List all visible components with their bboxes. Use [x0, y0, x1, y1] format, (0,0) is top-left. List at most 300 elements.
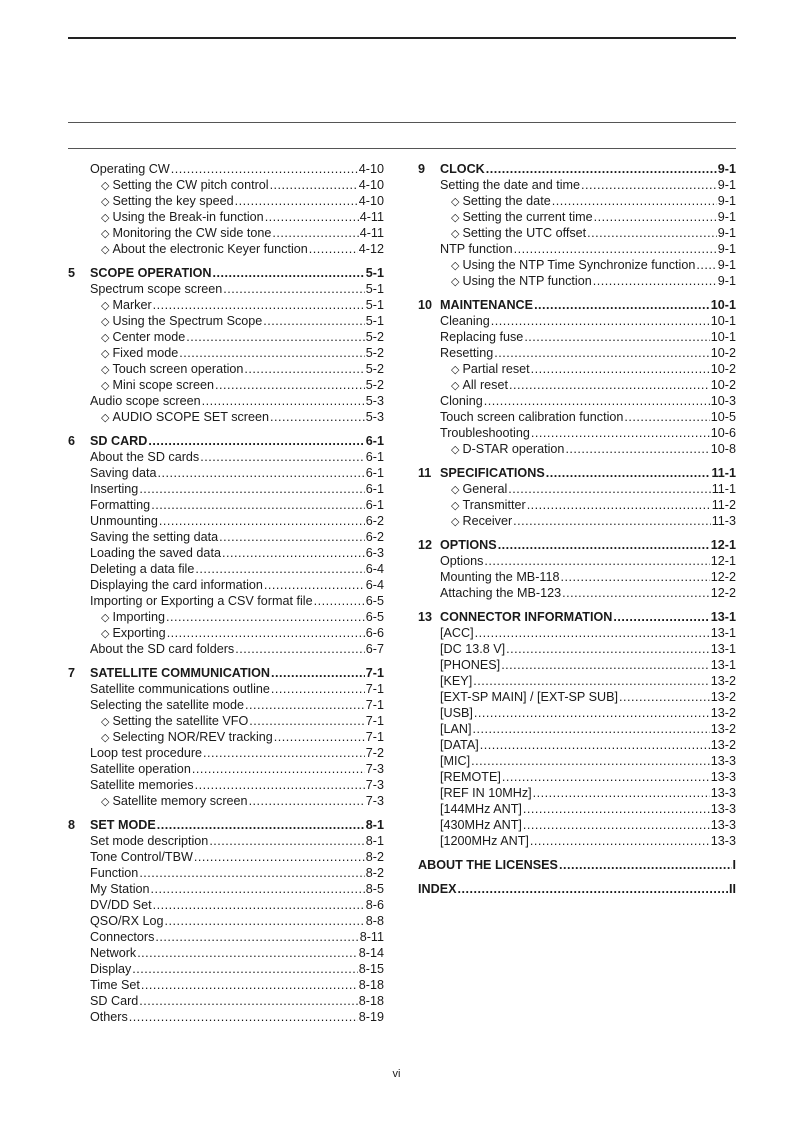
toc-entry-row[interactable]	[68, 177, 384, 193]
diamond-bullet-icon: ◇	[101, 228, 110, 240]
diamond-bullet-icon: ◇	[451, 364, 460, 376]
dot-leader	[139, 481, 364, 497]
entry-label: [144MHz ANT]	[440, 802, 522, 816]
page-reference: 9-1	[717, 226, 736, 240]
page-reference: 11-2	[711, 498, 736, 512]
page-reference: 6-7	[365, 642, 384, 656]
diamond-bullet-icon: ◇	[451, 276, 460, 288]
diamond-bullet-icon: ◇	[451, 516, 460, 528]
page-reference: 6-1	[365, 498, 384, 512]
toc-entry-row[interactable]	[68, 993, 384, 1009]
dot-leader	[249, 793, 365, 809]
page-reference: 10-1	[710, 298, 736, 312]
entry-label: Network	[90, 946, 137, 960]
toc-entry-row[interactable]	[68, 593, 384, 609]
toc-chapter-row[interactable]	[418, 297, 736, 313]
entry-label: Deleting a data file	[90, 562, 195, 576]
toc-entry-row[interactable]	[418, 425, 736, 441]
page-reference: 10-8	[710, 442, 736, 456]
entry-label: Fixed mode	[112, 346, 179, 360]
page-reference: 9-1	[717, 258, 736, 272]
toc-entry-row[interactable]	[68, 697, 384, 713]
entry-label: [KEY]	[440, 674, 473, 688]
entry-label: [MIC]	[440, 754, 471, 768]
entry-label: Monitoring the CW side tone	[112, 226, 272, 240]
dot-leader	[531, 425, 710, 441]
page-reference: 10-6	[710, 426, 736, 440]
dot-leader	[502, 769, 710, 785]
page-reference: 13-3	[710, 834, 736, 848]
toc-entry-row[interactable]	[68, 449, 384, 465]
entry-label: AUDIO SCOPE SET screen	[112, 410, 270, 424]
dot-leader	[560, 569, 709, 585]
toc-entry-row[interactable]	[418, 393, 736, 409]
toc-entry-row[interactable]	[68, 929, 384, 945]
toc-entry-row[interactable]	[418, 241, 736, 257]
diamond-bullet-icon: ◇	[101, 300, 110, 312]
page-reference: 13-2	[710, 738, 736, 752]
dot-leader	[486, 161, 717, 177]
toc-right-column	[418, 161, 736, 897]
entry-label: Audio scope screen	[90, 394, 201, 408]
toc-entry-row[interactable]	[418, 225, 736, 241]
entry-label: Satellite operation	[90, 762, 191, 776]
dot-leader	[157, 817, 365, 833]
entry-label: Connectors	[90, 930, 155, 944]
toc-entry-row[interactable]	[418, 441, 736, 457]
page-reference: 5-2	[365, 378, 384, 392]
page-reference: 8-18	[358, 994, 384, 1008]
diamond-bullet-icon: ◇	[451, 260, 460, 272]
toc-entry-row[interactable]	[68, 481, 384, 497]
entry-label: Using the Spectrum Scope	[112, 314, 263, 328]
chapter-title: SET MODE	[90, 818, 156, 832]
toc-chapter-row[interactable]	[418, 609, 736, 625]
page-reference: 8-15	[358, 962, 384, 976]
page-reference: 13-3	[710, 818, 736, 832]
entry-label: [USB]	[440, 706, 473, 720]
entry-label: Options	[440, 554, 484, 568]
diamond-bullet-icon: ◇	[451, 500, 460, 512]
dot-leader	[480, 737, 710, 753]
dot-leader	[552, 193, 717, 209]
entry-label: Setting the date and time	[440, 178, 581, 192]
chapter-number: 12	[418, 538, 433, 552]
toc-entry-row[interactable]	[68, 641, 384, 657]
page-reference: 10-2	[710, 362, 736, 376]
page-reference: 6-1	[365, 450, 384, 464]
entry-label: Spectrum scope screen	[90, 282, 223, 296]
page-reference: 8-2	[365, 850, 384, 864]
toc-entry-row[interactable]	[418, 705, 736, 721]
page-reference: 4-11	[359, 226, 384, 240]
toc-entry-row[interactable]	[68, 729, 384, 745]
dot-leader	[194, 849, 365, 865]
entry-label: All reset	[462, 378, 508, 392]
toc-entry-row[interactable]	[68, 513, 384, 529]
page-reference: 4-11	[359, 210, 384, 224]
page-reference: 4-10	[358, 162, 384, 176]
diamond-bullet-icon: ◇	[101, 364, 110, 376]
toc-chapter-row[interactable]	[418, 465, 736, 481]
toc-entry-row[interactable]	[68, 881, 384, 897]
entry-label: [ACC]	[440, 626, 474, 640]
dot-leader	[271, 665, 365, 681]
dot-leader	[219, 529, 365, 545]
dot-leader	[151, 881, 365, 897]
toc-entry-row[interactable]	[418, 833, 736, 849]
diamond-bullet-icon: ◇	[451, 212, 460, 224]
toc-chapter-row[interactable]	[68, 665, 384, 681]
toc-entry-row[interactable]	[418, 193, 736, 209]
toc-entry-row[interactable]	[68, 409, 384, 425]
toc-chapter-row[interactable]	[68, 433, 384, 449]
dot-leader	[581, 177, 717, 193]
page-reference: 6-6	[365, 626, 384, 640]
chapter-number: 13	[418, 610, 433, 624]
dot-leader	[155, 929, 358, 945]
page-reference: 4-10	[358, 178, 384, 192]
chapter-number: 6	[68, 434, 76, 448]
page-reference: 7-1	[365, 682, 384, 696]
toc-entry-row[interactable]	[418, 625, 736, 641]
toc-entry-row[interactable]	[418, 257, 736, 273]
dot-leader	[223, 281, 365, 297]
dot-leader	[235, 193, 358, 209]
dot-leader	[508, 481, 710, 497]
entry-label: Receiver	[462, 514, 513, 528]
dot-leader	[491, 313, 710, 329]
chapter-number: 8	[68, 818, 76, 832]
entry-label: Resetting	[440, 346, 494, 360]
dot-leader	[509, 377, 710, 393]
entry-label: Function	[90, 866, 139, 880]
entry-label: DV/DD Set	[90, 898, 152, 912]
entry-label: Set mode description	[90, 834, 209, 848]
toc-entry-row[interactable]	[68, 945, 384, 961]
page-reference: 5-3	[365, 410, 384, 424]
dot-leader	[200, 449, 365, 465]
page-reference: 12-1	[710, 538, 736, 552]
toc-entry-row[interactable]	[418, 177, 736, 193]
dot-leader	[458, 881, 729, 897]
page-reference: 9-1	[717, 210, 736, 224]
toc-entry-row[interactable]	[68, 377, 384, 393]
toc-entry-row[interactable]	[418, 801, 736, 817]
diamond-bullet-icon: ◇	[451, 228, 460, 240]
entry-label: Loop test procedure	[90, 746, 203, 760]
dot-leader	[619, 689, 710, 705]
entry-label: D-STAR operation	[462, 442, 565, 456]
entry-label: Replacing fuse	[440, 330, 524, 344]
toc-entry-row[interactable]	[418, 361, 736, 377]
entry-label: Setting the UTC offset	[462, 226, 587, 240]
header-rule-lower	[68, 148, 736, 149]
toc-entry-row[interactable]	[68, 913, 384, 929]
toc-chapter-row[interactable]	[418, 161, 736, 177]
toc-entry-row[interactable]	[418, 737, 736, 753]
toc-entry-row[interactable]	[68, 745, 384, 761]
entry-label: [PHONES]	[440, 658, 501, 672]
entry-label: About the SD card folders	[90, 642, 235, 656]
toc-entry-row[interactable]	[68, 561, 384, 577]
toc-entry-row[interactable]	[68, 577, 384, 593]
toc-entry-row[interactable]	[418, 513, 736, 529]
dot-leader	[484, 393, 710, 409]
page-reference: 12-2	[710, 570, 736, 584]
toc-entry-row[interactable]	[68, 297, 384, 313]
diamond-bullet-icon: ◇	[101, 796, 110, 808]
page-reference: 13-3	[710, 802, 736, 816]
toc-entry-row[interactable]	[418, 721, 736, 737]
dot-leader	[192, 761, 365, 777]
entry-label: Formatting	[90, 498, 151, 512]
toc-entry-row[interactable]	[418, 497, 736, 513]
dot-leader	[139, 865, 364, 881]
dot-leader	[309, 241, 358, 257]
page-reference: 5-2	[365, 346, 384, 360]
dot-leader	[213, 265, 365, 281]
toc-chapter-row[interactable]	[68, 265, 384, 281]
toc-entry-row[interactable]	[418, 313, 736, 329]
entry-label: Transmitter	[462, 498, 526, 512]
dot-leader	[271, 681, 365, 697]
toc-entry-row[interactable]	[68, 833, 384, 849]
toc-chapter-row[interactable]	[418, 857, 736, 873]
entry-label: Using the Break-in function	[112, 210, 264, 224]
entry-label: Setting the current time	[462, 210, 593, 224]
entry-label: Saving the setting data	[90, 530, 219, 544]
toc-entry-row[interactable]	[418, 409, 736, 425]
toc-entry-row[interactable]	[68, 497, 384, 513]
toc-entry-row[interactable]	[68, 609, 384, 625]
toc-entry-row[interactable]	[68, 897, 384, 913]
page-reference: 13-2	[710, 706, 736, 720]
page-reference: II	[729, 882, 736, 896]
toc-entry-row[interactable]	[68, 161, 384, 177]
toc-entry-row[interactable]	[68, 281, 384, 297]
chapter-title: SCOPE OPERATION	[90, 266, 212, 280]
dot-leader	[494, 345, 710, 361]
diamond-bullet-icon: ◇	[101, 612, 110, 624]
toc-entry-row[interactable]	[418, 585, 736, 601]
diamond-bullet-icon: ◇	[101, 180, 110, 192]
entry-label: Satellite memory screen	[112, 794, 248, 808]
dot-leader	[235, 641, 365, 657]
page-reference: 5-2	[365, 330, 384, 344]
toc-entry-row[interactable]	[418, 209, 736, 225]
toc-entry-row[interactable]	[68, 793, 384, 809]
diamond-bullet-icon: ◇	[451, 444, 460, 456]
toc-chapter-row[interactable]	[418, 881, 736, 897]
toc-entry-row[interactable]	[418, 481, 736, 497]
entry-label: Touch screen operation	[112, 362, 244, 376]
dot-leader	[531, 361, 710, 377]
toc-entry-row[interactable]	[418, 817, 736, 833]
toc-entry-row[interactable]	[68, 545, 384, 561]
dot-leader	[524, 329, 709, 345]
toc-entry-row[interactable]	[68, 681, 384, 697]
page-reference: 8-18	[358, 978, 384, 992]
entry-label: Unmounting	[90, 514, 158, 528]
dot-leader	[513, 513, 711, 529]
toc-entry-row[interactable]	[68, 361, 384, 377]
chapter-title: CLOCK	[440, 162, 485, 176]
page-reference: 13-2	[710, 674, 736, 688]
diamond-bullet-icon: ◇	[451, 380, 460, 392]
dot-leader	[148, 433, 364, 449]
dot-leader	[179, 345, 365, 361]
dot-leader	[559, 857, 732, 873]
dot-leader	[473, 721, 710, 737]
dot-leader	[167, 625, 365, 641]
page-reference: 10-1	[710, 314, 736, 328]
toc-entry-row[interactable]	[68, 313, 384, 329]
chapter-title: SD CARD	[90, 434, 148, 448]
toc-entry-row[interactable]	[418, 673, 736, 689]
dot-leader	[270, 177, 358, 193]
toc-entry-row[interactable]	[68, 961, 384, 977]
toc-entry-row[interactable]	[418, 569, 736, 585]
toc-entry-row[interactable]	[68, 849, 384, 865]
page-reference: 5-1	[365, 314, 384, 328]
toc-entry-row[interactable]	[418, 689, 736, 705]
dot-leader	[158, 465, 365, 481]
toc-entry-row[interactable]	[68, 777, 384, 793]
toc-entry-row[interactable]	[68, 1009, 384, 1025]
entry-label: Touch screen calibration function	[440, 410, 624, 424]
toc-entry-row[interactable]	[418, 273, 736, 289]
page-reference: 8-11	[359, 930, 384, 944]
diamond-bullet-icon: ◇	[101, 212, 110, 224]
toc-entry-row[interactable]	[68, 193, 384, 209]
dot-leader	[593, 273, 717, 289]
toc-entry-row[interactable]	[418, 553, 736, 569]
dot-leader	[153, 297, 365, 313]
toc-entry-row[interactable]	[68, 241, 384, 257]
entry-label: Troubleshooting	[440, 426, 530, 440]
diamond-bullet-icon: ◇	[101, 412, 110, 424]
dot-leader	[498, 537, 710, 553]
dot-leader	[594, 209, 717, 225]
page-reference: 6-1	[365, 434, 384, 448]
page-reference: 7-3	[365, 794, 384, 808]
toc-entry-row[interactable]	[418, 345, 736, 361]
dot-leader	[270, 409, 365, 425]
entry-label: Others	[90, 1010, 128, 1024]
dot-leader	[244, 361, 364, 377]
toc-entry-row[interactable]	[418, 769, 736, 785]
page-reference: 11-1	[711, 466, 736, 480]
page-reference: 7-1	[365, 666, 384, 680]
page-reference: 10-2	[710, 378, 736, 392]
toc-entry-row[interactable]	[68, 625, 384, 641]
toc-chapter-row[interactable]	[68, 817, 384, 833]
top-rule	[68, 37, 736, 39]
page-reference: 8-2	[365, 866, 384, 880]
dot-leader	[475, 625, 710, 641]
toc-entry-row[interactable]	[418, 657, 736, 673]
toc-entry-row[interactable]	[68, 393, 384, 409]
dot-leader	[546, 465, 711, 481]
dot-leader	[474, 705, 710, 721]
page-reference: 6-5	[365, 610, 384, 624]
entry-label: Selecting NOR/REV tracking	[112, 730, 273, 744]
entry-label: Center mode	[112, 330, 186, 344]
toc-entry-row[interactable]	[418, 753, 736, 769]
toc-entry-row[interactable]	[68, 761, 384, 777]
page-reference: 6-4	[365, 562, 384, 576]
toc-chapter-row[interactable]	[418, 537, 736, 553]
dot-leader	[202, 393, 365, 409]
toc-entry-row[interactable]	[68, 329, 384, 345]
page-reference: 8-8	[365, 914, 384, 928]
page-reference: 12-1	[710, 554, 736, 568]
entry-label: Marker	[112, 298, 152, 312]
page-number: vi	[392, 1068, 401, 1080]
entry-label: SD Card	[90, 994, 139, 1008]
page-reference: 6-4	[365, 578, 384, 592]
toc-entry-row[interactable]	[68, 465, 384, 481]
page-reference: 13-1	[710, 626, 736, 640]
page-reference: 12-2	[710, 586, 736, 600]
diamond-bullet-icon: ◇	[101, 380, 110, 392]
dot-leader	[534, 297, 710, 313]
dot-leader	[139, 993, 357, 1009]
toc-entry-row[interactable]	[68, 529, 384, 545]
toc-entry-row[interactable]	[68, 225, 384, 241]
entry-label: Importing	[112, 610, 165, 624]
entry-label: Using the NTP function	[462, 274, 592, 288]
entry-label: [1200MHz ANT]	[440, 834, 529, 848]
page-reference: 7-2	[365, 746, 384, 760]
dot-leader	[129, 1009, 358, 1025]
dot-leader	[565, 441, 709, 457]
toc-entry-row[interactable]	[68, 209, 384, 225]
page-reference: 6-1	[365, 466, 384, 480]
entry-label: About the SD cards	[90, 450, 200, 464]
toc-entry-row[interactable]	[68, 865, 384, 881]
toc-entry-row[interactable]	[68, 713, 384, 729]
toc-entry-row[interactable]	[418, 785, 736, 801]
page-reference: 13-3	[710, 770, 736, 784]
dot-leader	[506, 641, 710, 657]
entry-label: Importing or Exporting a CSV format file	[90, 594, 313, 608]
entry-label: Saving data	[90, 466, 157, 480]
page-reference: 8-5	[365, 882, 384, 896]
toc-entry-row[interactable]	[68, 345, 384, 361]
entry-label: Setting the date	[462, 194, 551, 208]
dot-leader	[132, 961, 357, 977]
entry-label: Loading the saved data	[90, 546, 221, 560]
toc-entry-row[interactable]	[68, 977, 384, 993]
dot-leader	[523, 817, 710, 833]
toc-entry-row[interactable]	[418, 377, 736, 393]
chapter-title: SPECIFICATIONS	[440, 466, 545, 480]
entry-label: Satellite communications outline	[90, 682, 270, 696]
dot-leader	[514, 241, 717, 257]
entry-label: Cleaning	[440, 314, 490, 328]
chapter-title: SATELLITE COMMUNICATION	[90, 666, 271, 680]
dot-leader	[274, 729, 365, 745]
toc-entry-row[interactable]	[418, 329, 736, 345]
toc-entry-row[interactable]	[418, 641, 736, 657]
entry-label: Time Set	[90, 978, 140, 992]
page-reference: 5-1	[365, 298, 384, 312]
page-reference: 4-12	[358, 242, 384, 256]
dot-leader	[195, 561, 364, 577]
page-reference: 11-3	[711, 514, 736, 528]
